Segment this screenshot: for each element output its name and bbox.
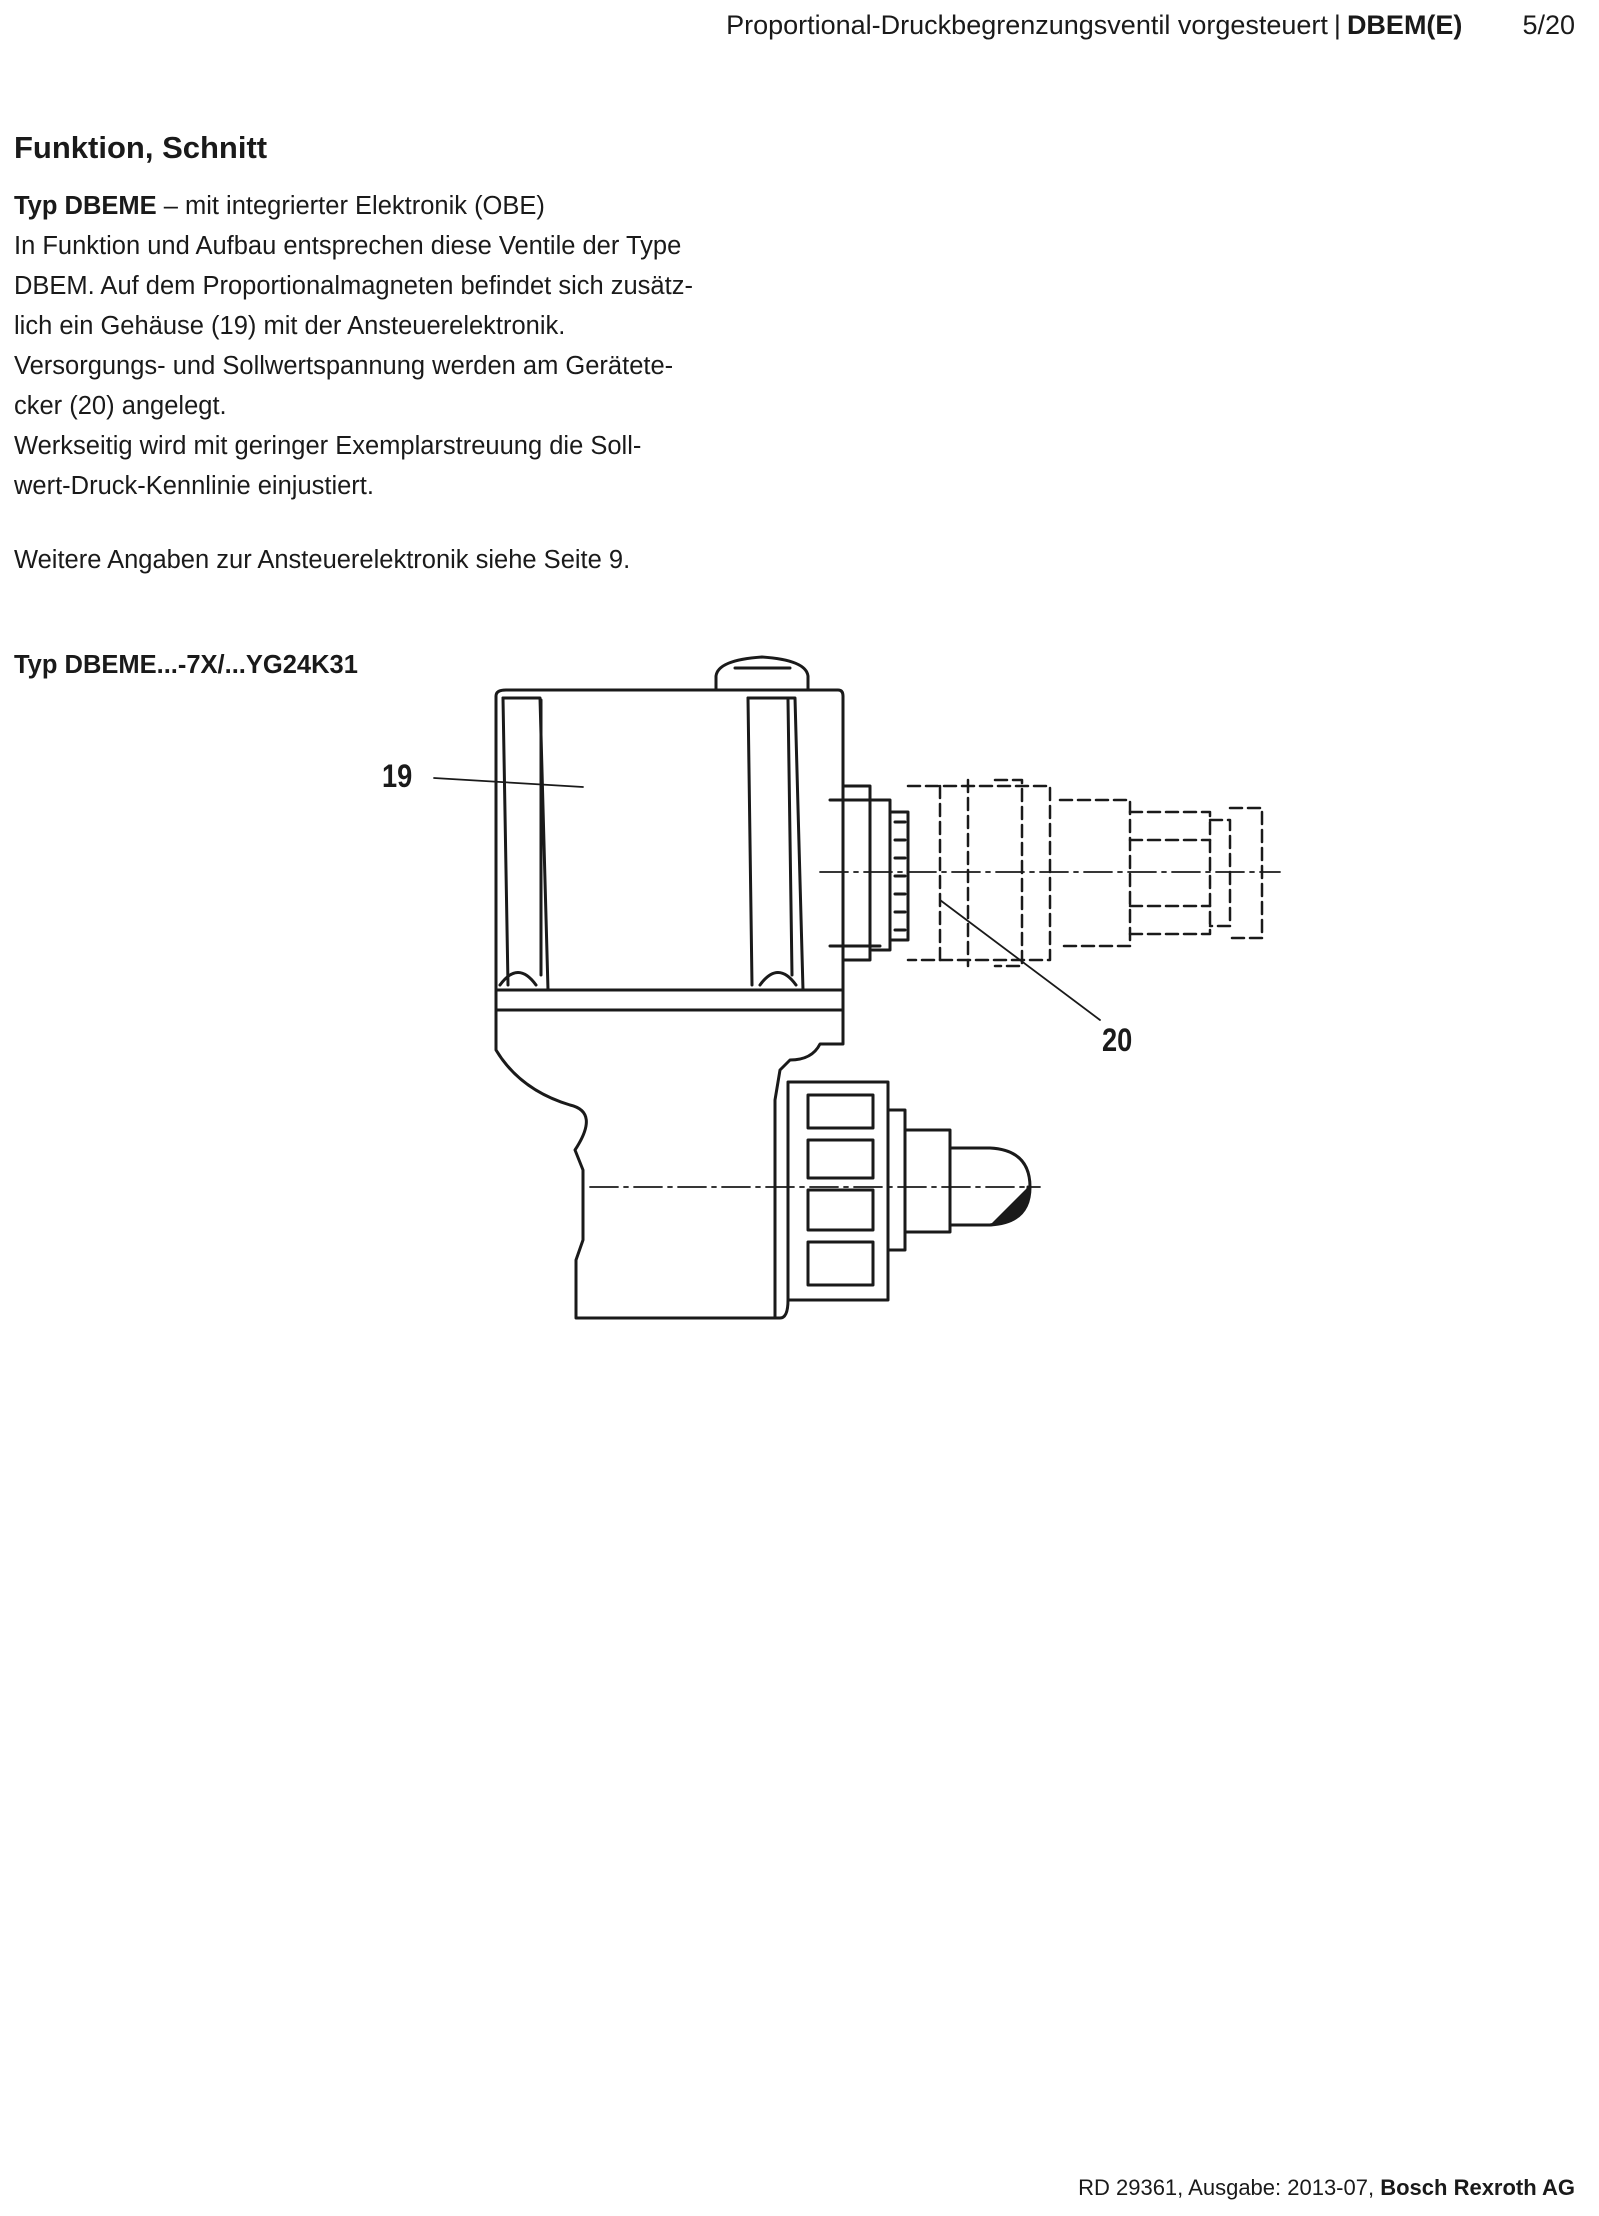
section-title: Funktion, Schnitt (14, 130, 268, 165)
paragraph-line: DBEM. Auf dem Proportionalmagneten befindet sich zusätz- (14, 272, 693, 300)
lead-rest: – mit integrierter Elektronik (OBE) (156, 192, 545, 220)
lead-bold: Typ DBEME (14, 192, 157, 220)
paragraph-line: Werkseitig wird mit geringer Exemplarstreuung die Soll- (14, 432, 642, 460)
reference-note: Weitere Angaben zur Ansteuerelektronik siehe Seite 9. (14, 546, 631, 574)
electronics-housing (496, 657, 843, 1010)
header-page-number: 5/20 (1522, 10, 1575, 40)
paragraph-line: cker (20) angelegt. (14, 392, 227, 420)
footer-company: Bosch Rexroth AG (1380, 2175, 1575, 2200)
figure-title: Typ DBEME...-7X/...YG24K31 (14, 651, 358, 679)
paragraph-line: Versorgungs- und Sollwertspannung werden am Gerätete- (14, 352, 674, 380)
callout-19: 19 (382, 758, 413, 794)
magnet-body (496, 1010, 1030, 1318)
header-separator: | (1333, 10, 1341, 40)
center-lines (590, 872, 1280, 1187)
callout-20: 20 (1102, 1022, 1133, 1058)
header-product-code: DBEM(E) (1346, 10, 1463, 40)
paragraph-line: wert-Druck-Kennlinie einjustiert. (14, 472, 374, 500)
footer-doc-info: RD 29361, Ausgabe: 2013-07, (1078, 2175, 1381, 2200)
plug-connector (830, 780, 1262, 966)
page-footer (1078, 2174, 1575, 2202)
paragraph-line: In Funktion und Aufbau entsprechen diese Ventile der Type (14, 232, 682, 260)
paragraph-line: lich ein Gehäuse (19) mit der Ansteuerelektronik. (14, 312, 566, 340)
header-title: Proportional-Druckbegrenzungsventil vorgesteuert (726, 10, 1328, 40)
